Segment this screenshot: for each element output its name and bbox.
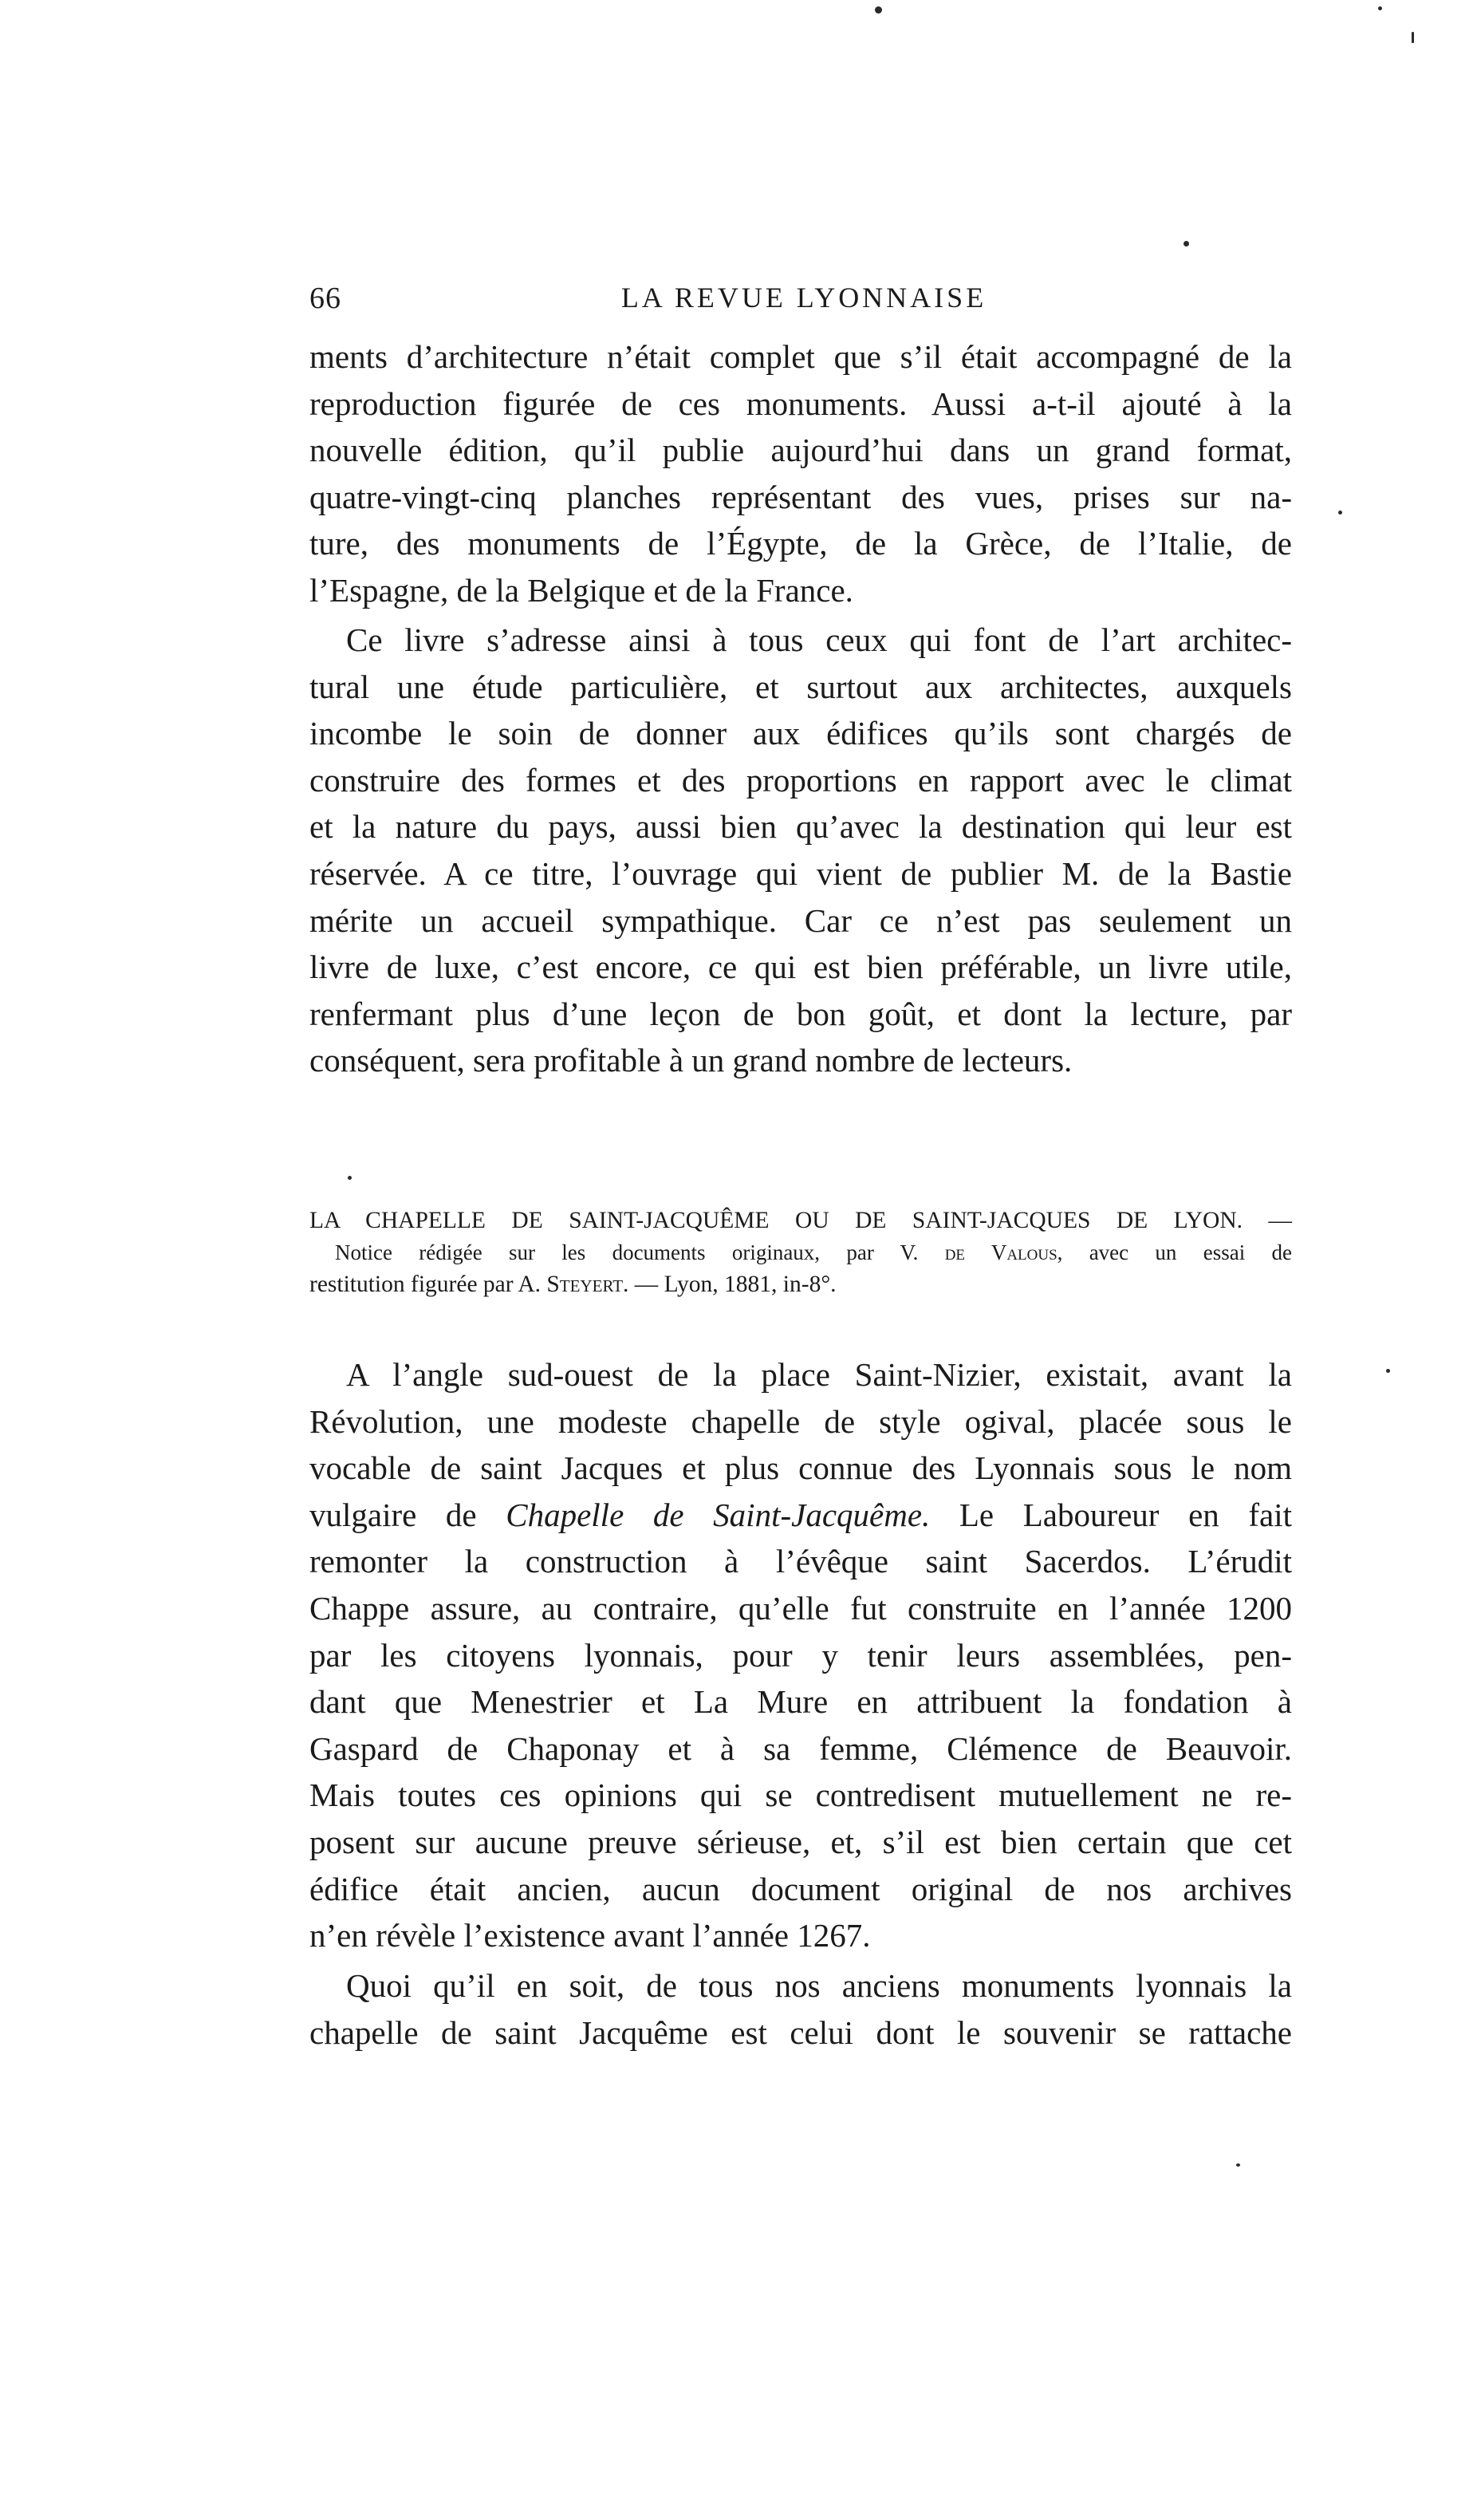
journal-title: LA REVUE LYONNAISE [620,282,987,314]
text-line: Mais toutes ces opinions qui se contredisent mutuellement ne re- [309,1777,1292,1814]
scan-speck [875,6,882,14]
text-run: vulgaire de [309,1496,506,1533]
text-line: et la nature du pays, aussi bien qu’avec la destination qui leur est [309,808,1292,846]
scan-speck [1412,32,1414,43]
text-line: nouvelle édition, qu’il publie aujourd’hui dans un grand format, [309,432,1292,469]
text-line: tural une étude particulière, et surtout aux architectes, auxquels [309,668,1292,705]
text-line: reproduction figurée de ces monuments. Aussi a-t-il ajouté à la [309,385,1292,422]
scan-speck [1236,2163,1240,2167]
scan-speck [1338,511,1342,515]
text-line: mérite un accueil sympathique. Car ce n’est pas seulement un [309,901,1292,939]
paragraph [309,1351,1292,1959]
review-title: LA CHAPELLE DE SAINT-JACQUÊME OU DE SAINT-JACQUES DE LYON. — [309,1208,1292,1233]
text-line: dant que Menestrier et La Mure en attribuent la fondation à [309,1683,1292,1721]
illustrator-name: Steyert [546,1272,624,1297]
text-line: Quoi qu’il en soit, de tous nos anciens monuments lyonnais la [346,1967,1292,2004]
review-reference-line [309,1236,1292,1268]
text-line: construire des formes et des proportions en rapport avec le climat [309,761,1292,799]
text-line: remonter la construction à l’évêque saint Sacerdos. L’érudit [309,1543,1292,1580]
running-head [309,281,1298,321]
scan-speck [348,1176,352,1180]
review-heading [309,1205,1292,1300]
scan-speck [1386,1369,1390,1373]
text-line: par les citoyens lyonnais, pour y tenir leurs assemblées, pen- [309,1636,1292,1674]
text-line: ture, des monuments de l’Égypte, de la Grèce, de l’Italie, de [309,525,1292,562]
text-line: A l’angle sud-ouest de la place Saint-Nizier, existait, avant la [346,1356,1292,1393]
reference-text: restitution figurée par A. [309,1272,547,1297]
scan-speck [1184,241,1189,246]
text-line: Chappe assure, au contraire, qu’elle fut construite en l’année 1200 [309,1589,1292,1627]
text-line: vocable de saint Jacques et plus connue des Lyonnais sous le nom [309,1449,1292,1487]
reference-text: Notice rédigée sur les documents originaux, par V. [335,1240,945,1264]
review-reference-line [309,1268,1292,1300]
text-line: renfermant plus d’une leçon de bon goût, et dont la lecture, par [309,995,1292,1032]
reference-text: . — Lyon, 1881, in-8°. [623,1272,837,1297]
scan-speck [1378,6,1382,10]
paragraph-continuation [309,333,1292,614]
text-line: ments d’architecture n’était complet que s’il était accompagné de la [309,338,1292,375]
text-line: réservée. A ce titre, l’ouvrage qui vient de publier M. de la Bastie [309,854,1292,892]
text-line: quatre-vingt-cinq planches représentant des vues, prises sur na- [309,478,1292,515]
text-run: Le Laboureur en fait [930,1496,1292,1533]
text-line: Révolution, une modeste chapelle de style ogival, placée sous le [309,1402,1292,1440]
italic-title: Chapelle de Saint-Jacquême. [506,1496,931,1533]
text-line: chapelle de saint Jacquême est celui dont le souvenir se rattache [309,2013,1292,2051]
text-line: livre de luxe, c’est encore, ce qui est bien préférable, un livre utile, [309,948,1292,986]
page-number: 66 [309,282,341,315]
text-line: n’en révèle l’existence avant l’année 1267. [309,1917,871,1954]
text-line: posent sur aucune preuve sérieuse, et, s’il est bien certain que cet [309,1823,1292,1860]
paragraph [309,617,1292,1084]
text-line: édifice était ancien, aucun document original de nos archives [309,1870,1292,1907]
author-name: de Valous [944,1240,1057,1264]
text-line: incombe le soin de donner aux édifices qu’ils sont chargés de [309,715,1292,752]
reference-text: , avec un essai de [1057,1240,1292,1264]
text-line: conséquent, sera profitable à un grand nombre de lecteurs. [309,1042,1073,1079]
text-line [309,1492,1292,1539]
text-line: Gaspard de Chaponay et à sa femme, Clémence de Beauvoir. [309,1729,1292,1767]
paragraph [309,1962,1292,2056]
text-line: l’Espagne, de la Belgique et de la France. [309,571,853,609]
text-line: Ce livre s’adresse ainsi à tous ceux qui font de l’art architec- [346,621,1292,658]
